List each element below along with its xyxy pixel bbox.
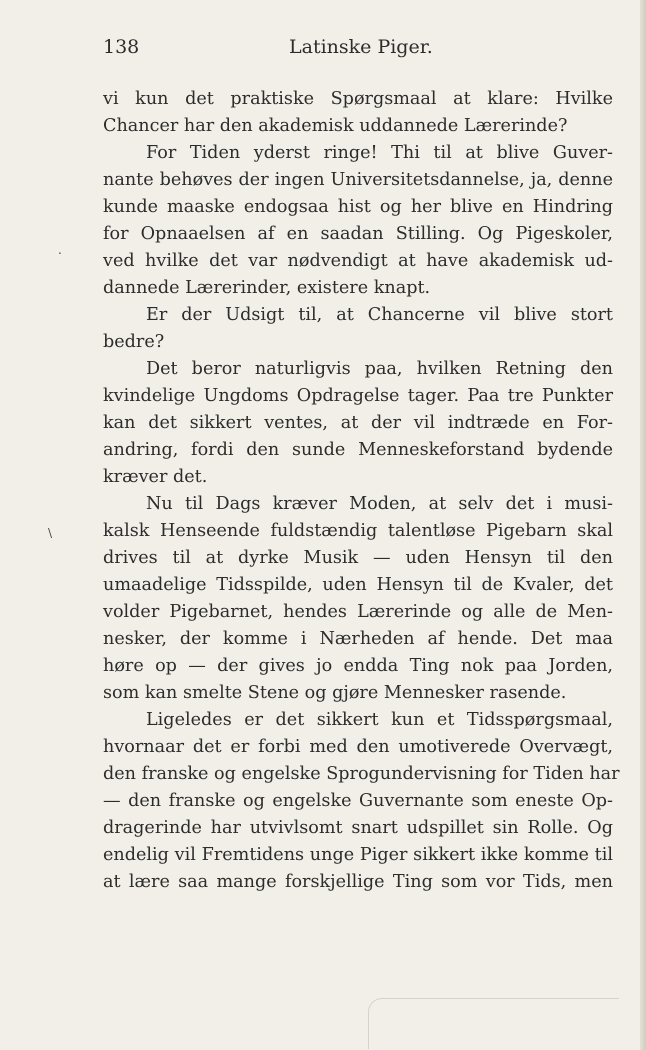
body-text bbox=[103, 86, 620, 896]
text-line: kræver det. bbox=[103, 467, 208, 487]
text-line: dannede Lærerinder, existere knapt. bbox=[103, 278, 431, 298]
text-line: hvornaar det er forbi med den umotiverede Overvægt, bbox=[103, 737, 613, 757]
text-line: bedre? bbox=[103, 332, 165, 352]
text-line: Nu til Dags kræver Moden, at selv det i musi- bbox=[146, 494, 613, 514]
margin-mark: \ bbox=[48, 526, 53, 540]
running-head: Latinske Piger. bbox=[289, 36, 433, 58]
text-line: for Opnaaelsen af en saadan Stilling. Og Pigeskoler, bbox=[103, 224, 613, 244]
paragraph bbox=[103, 356, 613, 491]
text-line: Det beror naturligvis paa, hvilken Retning den bbox=[146, 359, 613, 379]
text-line: vi kun det praktiske Spørgsmaal at klare: Hvilke bbox=[103, 89, 613, 109]
text-line: nesker, der komme i Nærheden af hende. Det maa bbox=[103, 629, 613, 649]
page-smudge bbox=[368, 998, 619, 1049]
text-line: umaadelige Tidsspilde, uden Hensyn til de Kvaler, det bbox=[103, 575, 613, 595]
text-line: at lære saa mange forskjellige Ting som vor Tids, men bbox=[103, 872, 613, 892]
text-line: drives til at dyrke Musik — uden Hensyn til den bbox=[103, 548, 613, 568]
text-line: Er der Udsigt til, at Chancerne vil blive stort bbox=[146, 305, 613, 325]
paragraph bbox=[103, 707, 620, 896]
paragraph bbox=[103, 140, 613, 302]
text-line: kvindelige Ungdoms Opdragelse tager. Paa tre Punkter bbox=[103, 386, 613, 406]
text-line: endelig vil Fremtidens unge Piger sikkert ikke komme til bbox=[103, 845, 613, 865]
text-line: den franske og engelske Sprogundervisning for Tiden har bbox=[103, 764, 620, 784]
paragraph bbox=[103, 491, 613, 707]
text-line: kalsk Henseende fuldstændig talentløse Pigebarn skal bbox=[103, 521, 613, 541]
page-number: 138 bbox=[103, 36, 140, 58]
text-line: Ligeledes er det sikkert kun et Tidsspørgsmaal, bbox=[146, 710, 613, 730]
paragraph bbox=[103, 302, 613, 356]
text-line: For Tiden yderst ringe! Thi til at blive Guver- bbox=[146, 143, 613, 163]
text-line: som kan smelte Stene og gjøre Mennesker rasende. bbox=[103, 683, 567, 703]
margin-mark: . bbox=[58, 243, 62, 257]
page-header bbox=[103, 36, 613, 66]
text-line: dragerinde har utvivlsomt snart udspillet sin Rolle. Og bbox=[103, 818, 613, 838]
text-line: volder Pigebarnet, hendes Lærerinde og alle de Men- bbox=[103, 602, 613, 622]
page-edge bbox=[640, 0, 646, 1050]
text-line: andring, fordi den sunde Menneskeforstand bydende bbox=[103, 440, 613, 460]
text-line: Chancer har den akademisk uddannede Lærerinde? bbox=[103, 116, 568, 136]
text-line: kunde maaske endogsaa hist og her blive en Hindring bbox=[103, 197, 613, 217]
paragraph bbox=[103, 86, 613, 140]
text-line: høre op — der gives jo endda Ting nok paa Jorden, bbox=[103, 656, 613, 676]
text-line: ved hvilke det var nødvendigt at have akademisk ud- bbox=[103, 251, 613, 271]
text-line: — den franske og engelske Guvernante som eneste Op- bbox=[103, 791, 613, 811]
text-line: kan det sikkert ventes, at der vil indtræde en For- bbox=[103, 413, 613, 433]
text-line: nante behøves der ingen Universitetsdannelse, ja, denne bbox=[103, 170, 613, 190]
